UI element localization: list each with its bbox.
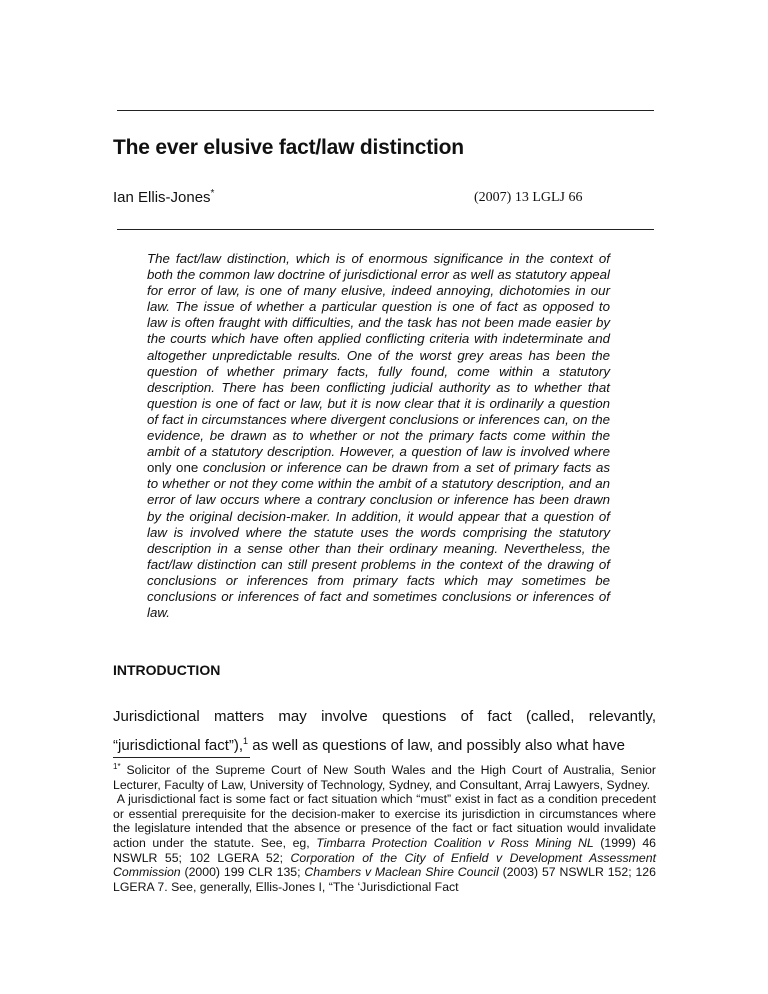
body-text-start: Jurisdictional matters may involve questions of fact (called, relevantly, “jurisdictional fact”), xyxy=(113,708,656,754)
author-footnote-mark: * xyxy=(210,188,215,199)
footnote-1 xyxy=(113,792,656,894)
footnote-author-mark: 1* xyxy=(113,762,121,771)
footnote-author xyxy=(113,760,656,792)
body-paragraph xyxy=(113,704,656,758)
case-name: Corporation of the City of Enfield v Development Assessment Commission xyxy=(113,850,657,880)
footnote-separator xyxy=(113,757,250,758)
journal-citation: (2007) 13 LGLJ 66 xyxy=(474,190,583,205)
footnote-1-text-c: (2000) 199 CLR 135; xyxy=(184,865,301,880)
abstract-part-2: conclusion or inference can be drawn from a set of primary facts as to whether or not they come within the ambit of a statutory description, and an error of law occurs where a contrary conclusion or inference has been drawn by the original decision-maker. In addition, it would appear that a question of law is involved where the statute uses the words comprising the statutory description in a sense other than their ordinary meaning. Nevertheless, the fact/law distinction can still present problems in the context of the drawing of conclusions or inferences from primary facts which may sometimes be conclusions or inferences of fact and sometimes conclusions or inferences of law. xyxy=(147,460,610,621)
abstract-part-1: The fact/law distinction, which is of enormous significance in the context of both the common law doctrine of jurisdictional error as well as statutory appeal for error of law, is one of many elusive, indeed annoying, dichotomies in our law. The issue of whether a particular question is one of fact as opposed to law is often fraught with difficulties, and the task has not been made easier by the courts which have often applied conflicting criteria with indeterminate and altogether unpredictable results. One of the worst grey areas has been the question of whether primary facts, fully found, come within a statutory description. There has been conflicting judicial authority as to whether that question is one of fact or law, but it is now clear that it is ordinarily a question of fact in circumstances where divergent conclusions or inferences can, on the evidence, be drawn as to whether or not the primary facts come within the ambit of a statutory description. However, a question of law is involved where xyxy=(147,251,610,460)
footnotes xyxy=(113,760,656,894)
abstract xyxy=(147,251,610,621)
footnote-1-text-a: A jurisdictional fact is some fact or fact situation which “must” exist in fact as a condition precedent or essential prerequisite for the decision-maker to exercise its jurisdiction in circumstances where the legislature intended that the absence or presence of the fact or fact situation would invalidate action under the statute. See, eg, xyxy=(113,792,656,851)
footnote-1-text-b: (1999) 46 NSWLR 55; 102 LGERA 52; xyxy=(113,836,657,865)
footnote-1-text-d: (2003) 57 NSWLR 152; 126 LGERA 7. See, generally, Ellis-Jones I, “The ‘Jurisdictional Fact xyxy=(113,865,656,894)
case-name: Chambers v Maclean Shire Council xyxy=(304,865,499,880)
case-name: Timbarra Protection Coalition v Ross Mining NL xyxy=(316,836,594,851)
footnote-ref-1: 1 xyxy=(243,736,249,746)
footnote-author-text: Solicitor of the Supreme Court of New South Wales and the High Court of Australia, Senior Lecturer, Faculty of Law, University of Technology, Sydney, and Consultant, Arraj Lawyers, Sydney. xyxy=(113,763,656,792)
abstract-emphasis: only one xyxy=(147,460,199,476)
body-text-end: as well as questions of law, and possibly also what have xyxy=(252,737,625,754)
section-heading: INTRODUCTION xyxy=(113,662,221,678)
header-bottom-rule xyxy=(117,229,654,230)
author-name xyxy=(113,188,214,206)
article-title: The ever elusive fact/law distinction xyxy=(113,136,464,159)
header-top-rule xyxy=(117,110,654,111)
author-name-text: Ian Ellis-Jones xyxy=(113,189,211,206)
